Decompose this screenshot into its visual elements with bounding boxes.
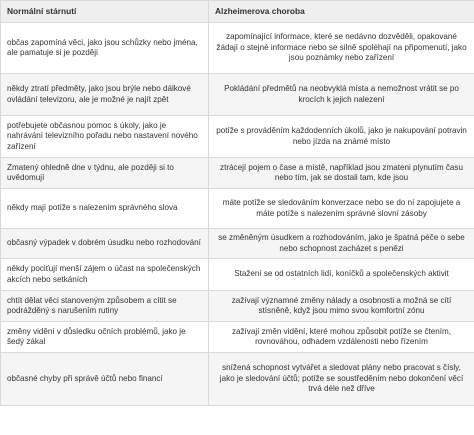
header-alzheimers: Alzheimerova choroba: [209, 1, 474, 23]
cell-alzheimer: potíže s prováděním každodenních úkolů, jako je nakupování potravin nebo jízda na známé místo: [209, 116, 474, 158]
cell-alzheimer: ztrácejí pojem o čase a místě, například jsou zmateni plynutím času nebo tím, jak se dostali tam, kde jsou: [209, 158, 474, 189]
cell-normal: občas zapomíná věci, jako jsou schůzky nebo jména, ale pamatuje si je později: [1, 23, 209, 74]
cell-normal: někdy pociťují menší zájem o účast na společenských akcích nebo setkáních: [1, 259, 209, 291]
cell-alzheimer: zažívají významné změny nálady a osobnosti a možná se cítí stísněně, když jsou mimo svou komfortní zónu: [209, 291, 474, 322]
table-row: [1, 158, 474, 189]
cell-normal: potřebujete občasnou pomoc s úkoly, jako je nahrávání televizního pořadu nebo nastavení nového zařízení: [1, 116, 209, 158]
cell-normal: občasné chyby při správě účtů nebo financí: [1, 353, 209, 406]
table-row: [1, 291, 474, 322]
table-row: [1, 322, 474, 353]
cell-normal: Zmatený ohledně dne v týdnu, ale později si to uvědomují: [1, 158, 209, 189]
cell-normal: někdy mají potíže s nalezením správného slova: [1, 189, 209, 229]
cell-alzheimer: snížená schopnost vytvářet a sledovat plány nebo pracovat s čísly, jako je sledování účtů; potíže se soustředěním nebo dokončení věcí trvá déle než dříve: [209, 353, 474, 406]
cell-normal: změny vidění v důsledku očních problémů, jako je šedý zákal: [1, 322, 209, 353]
cell-alzheimer: zapomínající informace, které se nedávno dozvěděli, opakované žádají o stejné informace nebo se silně spoléhají na připomenutí, jako jsou poznámky nebo zařízení: [209, 23, 474, 74]
cell-alzheimer: máte potíže se sledováním konverzace nebo se do ní zapojujete a máte potíže s nalezením správné slovní zásoby: [209, 189, 474, 229]
cell-normal: někdy ztratí předměty, jako jsou brýle nebo dálkové ovládání televizoru, ale je možné je najít zpět: [1, 74, 209, 116]
header-normal-aging: Normální stárnutí: [1, 1, 209, 23]
table-row: [1, 116, 474, 158]
table-row: [1, 189, 474, 229]
table-row: [1, 23, 474, 74]
cell-normal: chtít dělat věci stanoveným způsobem a cítit se podrážděný s narušením rutiny: [1, 291, 209, 322]
cell-alzheimer: se změněným úsudkem a rozhodováním, jako je špatná péče o sebe nebo schopnost zacházet s penězi: [209, 229, 474, 259]
table-row: [1, 229, 474, 259]
table-row: [1, 259, 474, 291]
cell-alzheimer: Pokládání předmětů na neobvyklá místa a nemožnost vrátit se po krocích k jejich nalezení: [209, 74, 474, 116]
table-row: [1, 74, 474, 116]
cell-alzheimer: Stažení se od ostatních lidí, koníčků a společenských aktivit: [209, 259, 474, 291]
header-row: [1, 1, 474, 23]
cell-normal: občasný výpadek v dobrém úsudku nebo rozhodování: [1, 229, 209, 259]
cell-alzheimer: zažívají změn vidění, které mohou způsobit potíže se čtením, rovnováhou, odhadem vzdálenosti nebo řízením: [209, 322, 474, 353]
table-row: [1, 353, 474, 406]
